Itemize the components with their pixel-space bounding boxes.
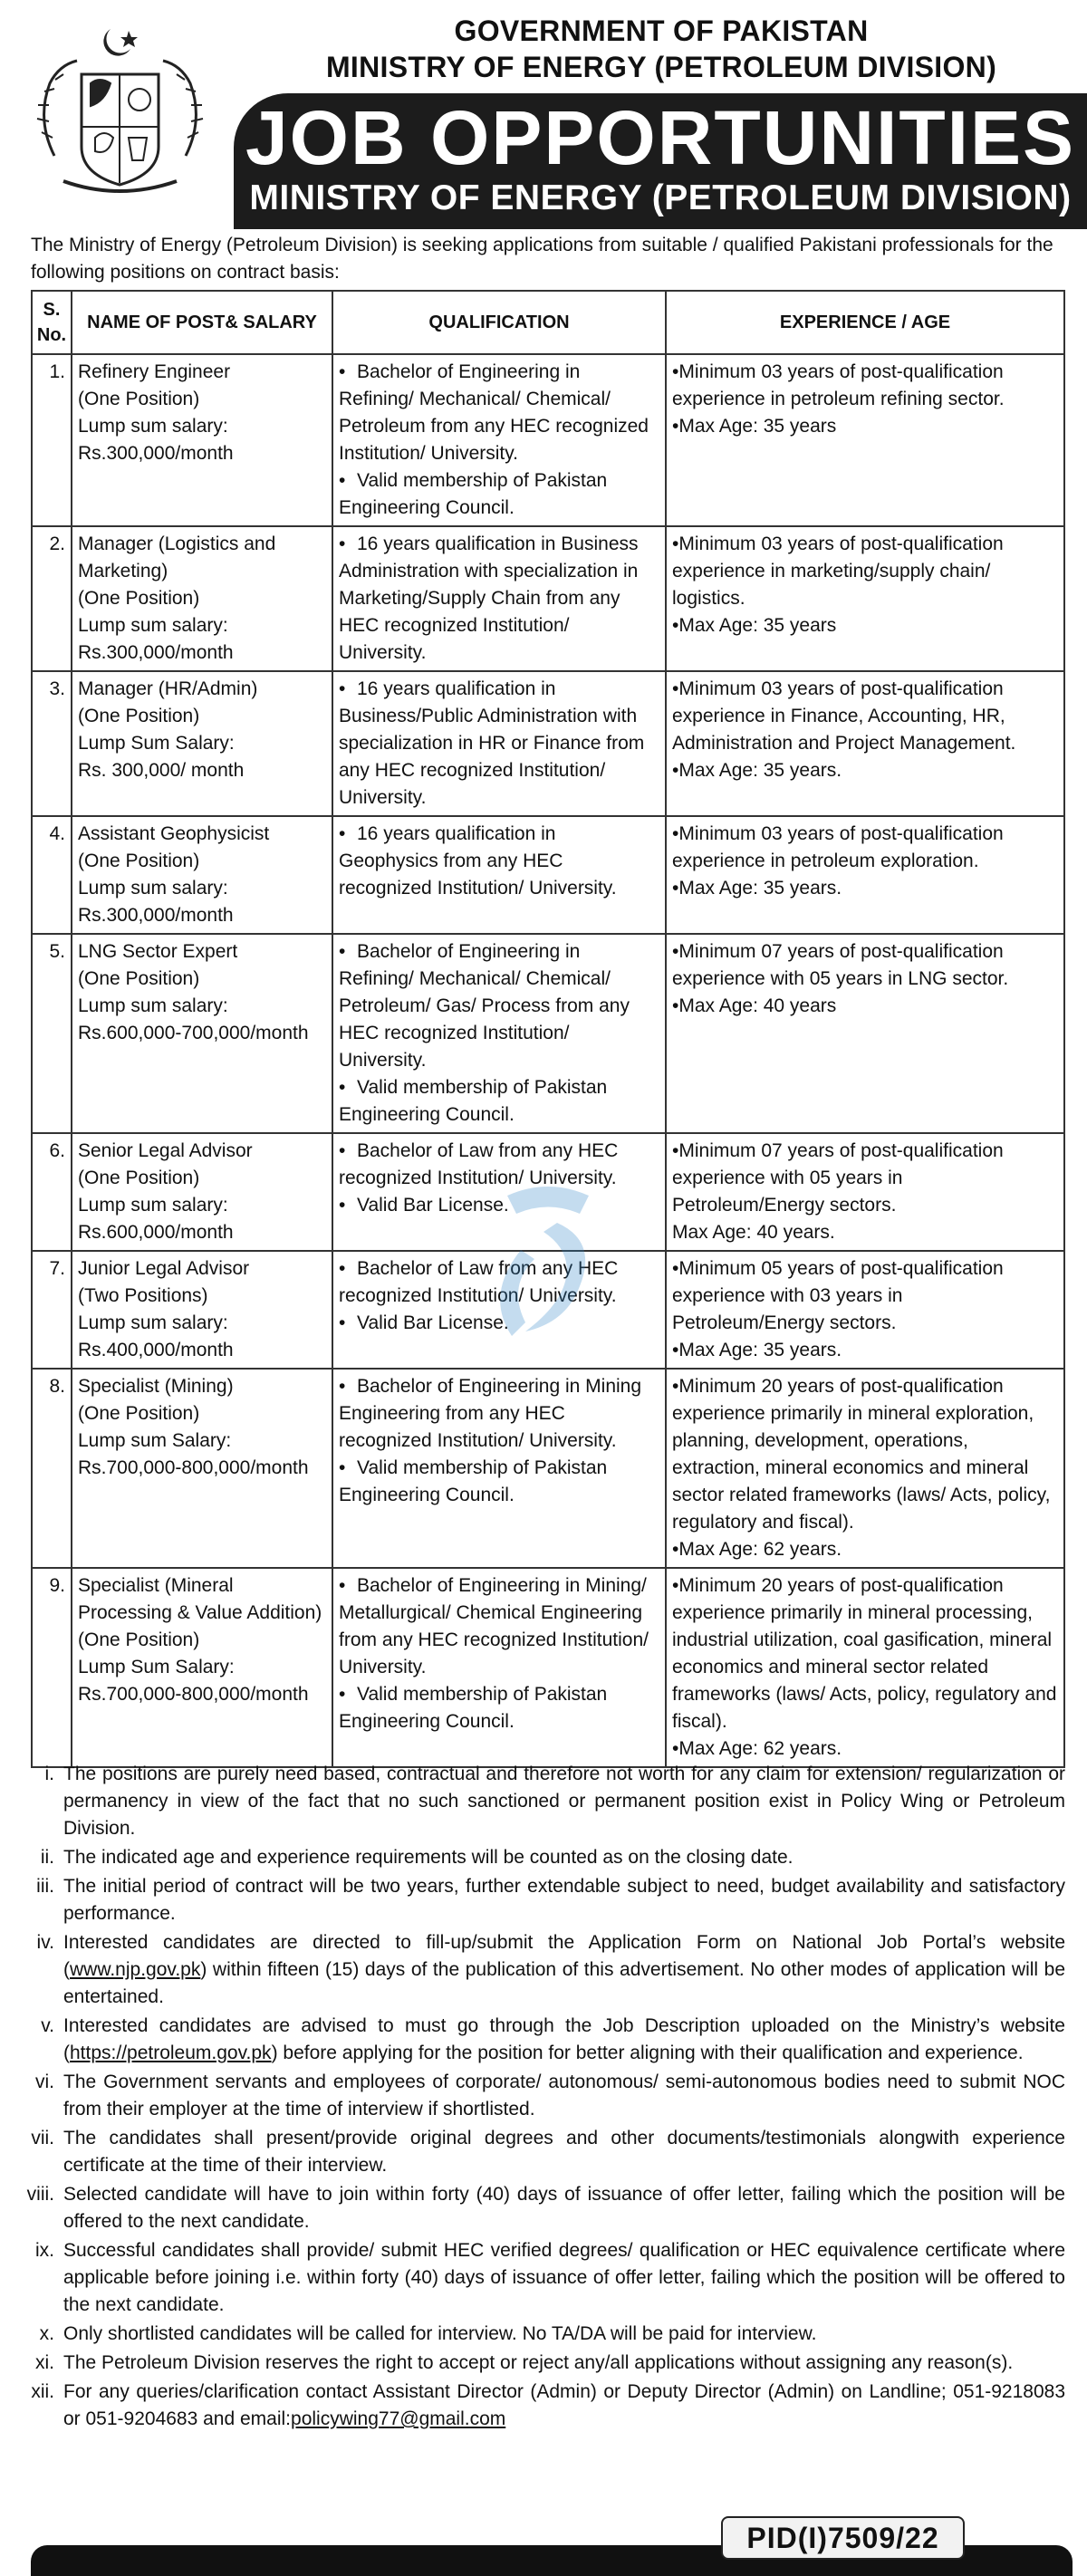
experience-line: •Max Age: 62 years. xyxy=(672,1738,842,1759)
post-line: (One Position) xyxy=(78,706,200,726)
term-text-after-link: ) before applying for the position for better aligning with their qualification and experience. xyxy=(271,2043,1024,2063)
post-line: (One Position) xyxy=(78,968,200,989)
post-line: Manager (Logistics and Marketing) xyxy=(78,533,276,582)
table-row xyxy=(32,671,1064,816)
bullet-icon: • xyxy=(339,470,346,491)
post-line: Rs.700,000-800,000/month xyxy=(78,1684,309,1705)
qualification-text: Bachelor of Engineering in Refining/ Mechanical/ Chemical/ Petroleum/ Gas/ Process from any HEC recognized Institution/ University. xyxy=(339,941,630,1071)
post-line: (One Position) xyxy=(78,389,200,409)
row-sno: 6. xyxy=(32,1133,72,1251)
state-emblem-icon xyxy=(27,20,213,206)
banner-subtitle: MINISTRY OF ENERGY (PETROLEUM DIVISION) xyxy=(249,178,1072,217)
terms-list xyxy=(18,1761,1065,2435)
row-post xyxy=(72,1568,332,1767)
ministry-title: MINISTRY OF ENERGY (PETROLEUM DIVISION) xyxy=(325,51,997,83)
intro-paragraph: The Ministry of Energy (Petroleum Division) is seeking applications from suitable / qualified Pakistani professionals for the following positions on contract basis: xyxy=(31,235,1053,283)
qualification-item xyxy=(339,467,659,522)
experience-line: •Minimum 20 years of post-qualification experience primarily in mineral processing, industrial utilization, coal gasification, mineral economics and mineral sector related frameworks (laws/ Acts, policy, regulatory and fiscal). xyxy=(672,1575,1057,1732)
post-line: Rs.400,000/month xyxy=(78,1340,234,1360)
bullet-icon: • xyxy=(339,1575,346,1596)
term-text-before-link: Interested candidates are advised to must go through the Job Description uploaded on the Ministry’s website ( xyxy=(63,2015,1065,2063)
row-experience xyxy=(666,526,1064,671)
row-post xyxy=(72,354,332,526)
post-line: Rs.700,000-800,000/month xyxy=(78,1457,309,1478)
qualification-text: Valid Bar License. xyxy=(357,1195,509,1216)
term-text: The candidates shall present/provide original degrees and other documents/testimonials alongwith experience certificate at the time of their interview. xyxy=(63,2128,1065,2176)
term-text: The indicated age and experience requirements will be counted as on the closing date. xyxy=(63,1847,794,1868)
term-text: Only shortlisted candidates will be called for interview. No TA/DA will be paid for interview. xyxy=(63,2323,817,2344)
qualification-item xyxy=(339,676,659,812)
term-item xyxy=(18,2013,1065,2067)
experience-line: •Minimum 05 years of post-qualification experience with 03 years in Petroleum/Energy sectors. xyxy=(672,1258,1004,1333)
qualification-item xyxy=(339,938,659,1074)
row-experience xyxy=(666,671,1064,816)
table-row xyxy=(32,816,1064,934)
bullet-icon: • xyxy=(339,823,346,844)
post-line: Rs.300,000/month xyxy=(78,905,234,926)
qualification-item xyxy=(339,359,659,467)
post-line: Rs.300,000/month xyxy=(78,642,234,663)
post-line: Lump sum Salary: xyxy=(78,1430,232,1451)
row-sno: 8. xyxy=(32,1369,72,1568)
post-line: Senior Legal Advisor xyxy=(78,1140,253,1161)
table-row xyxy=(32,526,1064,671)
row-sno: 4. xyxy=(32,816,72,934)
bullet-icon: • xyxy=(339,1684,346,1705)
experience-line: •Minimum 07 years of post-qualification experience with 05 years in Petroleum/Energy sectors. xyxy=(672,1140,1004,1216)
row-post xyxy=(72,1251,332,1369)
post-line: (One Position) xyxy=(78,851,200,871)
row-experience xyxy=(666,816,1064,934)
row-post xyxy=(72,816,332,934)
term-number: iii. xyxy=(36,1876,54,1897)
header-post: NAME OF POST& SALARY xyxy=(72,291,332,354)
qualification-text: 16 years qualification in Business Administration with specialization in Marketing/Supply Chain from any HEC recognized Institution/ University. xyxy=(339,533,639,663)
post-line: (One Position) xyxy=(78,588,200,609)
table-row xyxy=(32,1369,1064,1568)
post-line: Manager (HR/Admin) xyxy=(78,678,258,699)
post-line: (One Position) xyxy=(78,1403,200,1424)
row-experience xyxy=(666,1251,1064,1369)
row-sno: 9. xyxy=(32,1568,72,1767)
experience-line: •Minimum 03 years of post-qualification experience in petroleum refining sector. xyxy=(672,361,1005,409)
experience-line: •Max Age: 35 years. xyxy=(672,1340,842,1360)
term-number: vi. xyxy=(35,2071,54,2092)
row-qualification xyxy=(332,354,666,526)
qualification-text: Bachelor of Engineering in Mining Engineering from any HEC recognized Institution/ University. xyxy=(339,1376,642,1451)
term-item xyxy=(18,1761,1065,1842)
qualification-text: Valid Bar License. xyxy=(357,1312,509,1333)
term-text xyxy=(63,2379,1065,2433)
bullet-icon: • xyxy=(339,1312,346,1333)
post-line: Specialist (Mining) xyxy=(78,1376,234,1397)
qualification-text: Valid membership of Pakistan Engineering Council. xyxy=(339,1457,608,1505)
qualification-text: Valid membership of Pakistan Engineering Council. xyxy=(339,1077,608,1125)
bullet-icon: • xyxy=(339,1140,346,1161)
header-sno: S. No. xyxy=(32,291,72,354)
qualification-text: Bachelor of Engineering in Mining/ Metallurgical/ Chemical Engineering from any HEC recognized Institution/ University. xyxy=(339,1575,649,1677)
post-line: Lump sum salary: xyxy=(78,995,228,1016)
post-line: Lump sum salary: xyxy=(78,1195,228,1216)
term-item xyxy=(18,1873,1065,1927)
post-line: Rs.600,000/month xyxy=(78,1222,234,1243)
experience-line: •Minimum 03 years of post-qualification experience in marketing/supply chain/ logistics. xyxy=(672,533,1004,609)
row-experience xyxy=(666,1568,1064,1767)
table-row xyxy=(32,934,1064,1133)
term-item xyxy=(18,2379,1065,2433)
jobs-table-body xyxy=(32,354,1064,1767)
qualification-item xyxy=(339,821,659,902)
qualification-item xyxy=(339,1373,659,1455)
term-number: vii. xyxy=(31,2128,54,2148)
row-sno: 3. xyxy=(32,671,72,816)
experience-line: •Max Age: 35 years. xyxy=(672,760,842,781)
experience-line: Max Age: 40 years. xyxy=(672,1222,835,1243)
row-qualification xyxy=(332,1568,666,1767)
post-line: Junior Legal Advisor xyxy=(78,1258,250,1279)
term-text: The Petroleum Division reserves the right to accept or reject any/all applications without assigning any reason(s). xyxy=(63,2352,1014,2373)
post-line: Refinery Engineer xyxy=(78,361,231,382)
term-number: x. xyxy=(39,2323,54,2344)
row-post xyxy=(72,671,332,816)
post-line: Rs.300,000/month xyxy=(78,443,234,464)
post-line: Rs. 300,000/ month xyxy=(78,760,245,781)
row-experience xyxy=(666,1133,1064,1251)
qualification-text: Valid membership of Pakistan Engineering Council. xyxy=(339,470,608,518)
post-line: Assistant Geophysicist xyxy=(78,823,270,844)
row-experience xyxy=(666,934,1064,1133)
qualification-item xyxy=(339,1681,659,1735)
row-post xyxy=(72,1133,332,1251)
term-text xyxy=(63,2013,1065,2067)
term-item xyxy=(18,1929,1065,2011)
row-experience xyxy=(666,354,1064,526)
experience-line: •Max Age: 35 years. xyxy=(672,878,842,899)
term-item xyxy=(18,2350,1065,2377)
header-qualification: QUALIFICATION xyxy=(332,291,666,354)
experience-line: •Minimum 03 years of post-qualification experience in petroleum exploration. xyxy=(672,823,1004,871)
bullet-icon: • xyxy=(339,1195,346,1216)
bullet-icon: • xyxy=(339,1457,346,1478)
watermark-logo-icon xyxy=(471,1177,625,1359)
term-text-before-link: For any queries/clarification contact Assistant Director (Admin) or Deputy Director (Admin) on Landline; 051-9218083 or 051-9204683 and email: xyxy=(63,2381,1065,2429)
row-sno: 7. xyxy=(32,1251,72,1369)
post-line: LNG Sector Expert xyxy=(78,941,238,962)
term-link[interactable]: www.njp.gov.pk xyxy=(70,1959,201,1980)
bullet-icon: • xyxy=(339,1258,346,1279)
term-item xyxy=(18,2069,1065,2123)
term-item xyxy=(18,2321,1065,2348)
qualification-text: Valid membership of Pakistan Engineering Council. xyxy=(339,1684,608,1732)
experience-line: •Max Age: 35 years xyxy=(672,615,837,636)
term-link[interactable]: policywing77@gmail.com xyxy=(291,2408,506,2429)
term-text: The initial period of contract will be two years, further extendable subject to need, budget availability and satisfactory performance. xyxy=(63,1876,1065,1924)
term-text-before-link: Interested candidates are directed to fill-up/submit the Application Form on National Job Portal’s website ( xyxy=(63,1932,1065,1980)
term-item xyxy=(18,2125,1065,2179)
qualification-item xyxy=(339,1572,659,1681)
row-post xyxy=(72,1369,332,1568)
bullet-icon: • xyxy=(339,1077,346,1098)
row-qualification xyxy=(332,1369,666,1568)
table-row xyxy=(32,1568,1064,1767)
bullet-icon: • xyxy=(339,533,346,554)
header-experience: EXPERIENCE / AGE xyxy=(666,291,1064,354)
post-line: Specialist (Mineral Processing & Value Addition) xyxy=(78,1575,322,1623)
jobs-table xyxy=(31,290,1065,1768)
banner-title: JOB OPPORTUNITIES xyxy=(245,95,1076,180)
term-number: ix. xyxy=(35,2240,54,2261)
qualification-text: 16 years qualification in Geophysics from any HEC recognized Institution/ University. xyxy=(339,823,617,899)
qualification-item xyxy=(339,1074,659,1129)
post-line: Lump sum salary: xyxy=(78,416,228,437)
term-item xyxy=(18,1844,1065,1871)
qualification-text: 16 years qualification in Business/Public Administration with specialization in HR or Finance from any HEC recognized Institution/ University. xyxy=(339,678,645,808)
term-text: Successful candidates shall provide/ submit HEC verified degrees/ qualification or HEC equivalence certificate where applicable before joining i.e. within forty (40) days of issuance of offer letter, failing which the position will be offered to the next candidate. xyxy=(63,2240,1065,2315)
term-number: xi. xyxy=(35,2352,54,2373)
row-qualification xyxy=(332,816,666,934)
row-post xyxy=(72,526,332,671)
post-line: Lump sum salary: xyxy=(78,878,228,899)
row-qualification xyxy=(332,671,666,816)
term-number: iv. xyxy=(36,1932,54,1953)
row-experience xyxy=(666,1369,1064,1568)
table-row xyxy=(32,354,1064,526)
term-text-after-link: ) within fifteen (15) days of the publication of this advertisement. No other modes of application will be entertained. xyxy=(63,1959,1065,2007)
qualification-item xyxy=(339,1455,659,1509)
post-line: Lump sum salary: xyxy=(78,615,228,636)
term-item xyxy=(18,2237,1065,2319)
post-line: Lump sum salary: xyxy=(78,1312,228,1333)
term-text: The Government servants and employees of corporate/ autonomous/ semi-autonomous bodies need to submit NOC from their employer at the time of interview if shortlisted. xyxy=(63,2071,1065,2119)
bullet-icon: • xyxy=(339,678,346,699)
term-text: The positions are purely need based, contractual and therefore not worth for any claim for extension/ regularization or permanency in view of the fact that no such sanctioned or permanent position exist in Policy Wing or Petroleum Division. xyxy=(63,1764,1065,1839)
experience-line: •Minimum 03 years of post-qualification experience in Finance, Accounting, HR, Administration and Project Management. xyxy=(672,678,1016,754)
qualification-text: Bachelor of Law from any HEC recognized Institution/ University. xyxy=(339,1140,619,1188)
experience-line: •Minimum 20 years of post-qualification experience primarily in mineral exploration, planning, development, operations, extraction, mineral economics and mineral sector related frameworks (laws/ Acts, policy, regulatory and fiscal). xyxy=(672,1376,1051,1533)
post-line: (One Position) xyxy=(78,1629,200,1650)
term-text xyxy=(63,1929,1065,2011)
experience-line: •Max Age: 40 years xyxy=(672,995,837,1016)
government-title: GOVERNMENT OF PAKISTAN xyxy=(454,14,869,47)
experience-line: •Max Age: 35 years xyxy=(672,416,837,437)
table-header-row xyxy=(32,291,1064,354)
term-number: xii. xyxy=(31,2381,54,2402)
row-sno: 5. xyxy=(32,934,72,1133)
qualification-text: Bachelor of Engineering in Refining/ Mechanical/ Chemical/ Petroleum from any HEC recognized Institution/ University. xyxy=(339,361,649,464)
post-line: (One Position) xyxy=(78,1168,200,1188)
bullet-icon: • xyxy=(339,361,346,382)
term-link[interactable]: https://petroleum.gov.pk xyxy=(70,2043,272,2063)
term-text: Selected candidate will have to join within forty (40) days of issuance of offer letter, failing which the position will be offered to the next candidate. xyxy=(63,2184,1065,2232)
experience-line: •Max Age: 62 years. xyxy=(672,1539,842,1560)
row-sno: 1. xyxy=(32,354,72,526)
row-sno: 2. xyxy=(32,526,72,671)
pid-number: PID(I)7509/22 xyxy=(721,2516,965,2560)
term-number: ii. xyxy=(40,1847,54,1868)
post-line: Rs.600,000-700,000/month xyxy=(78,1023,309,1043)
qualification-item xyxy=(339,531,659,667)
post-line: Lump Sum Salary: xyxy=(78,1657,235,1677)
bullet-icon: • xyxy=(339,1376,346,1397)
post-line: (Two Positions) xyxy=(78,1285,208,1306)
qualification-text: Bachelor of Law from any HEC recognized Institution/ University. xyxy=(339,1258,619,1306)
term-item xyxy=(18,2181,1065,2235)
row-qualification xyxy=(332,934,666,1133)
term-number: viii. xyxy=(26,2184,54,2205)
experience-line: •Minimum 07 years of post-qualification experience with 05 years in LNG sector. xyxy=(672,941,1009,989)
term-number: v. xyxy=(41,2015,54,2036)
bullet-icon: • xyxy=(339,941,346,962)
term-number: i. xyxy=(44,1764,54,1784)
post-line: Lump Sum Salary: xyxy=(78,733,235,754)
row-post xyxy=(72,934,332,1133)
row-qualification xyxy=(332,526,666,671)
